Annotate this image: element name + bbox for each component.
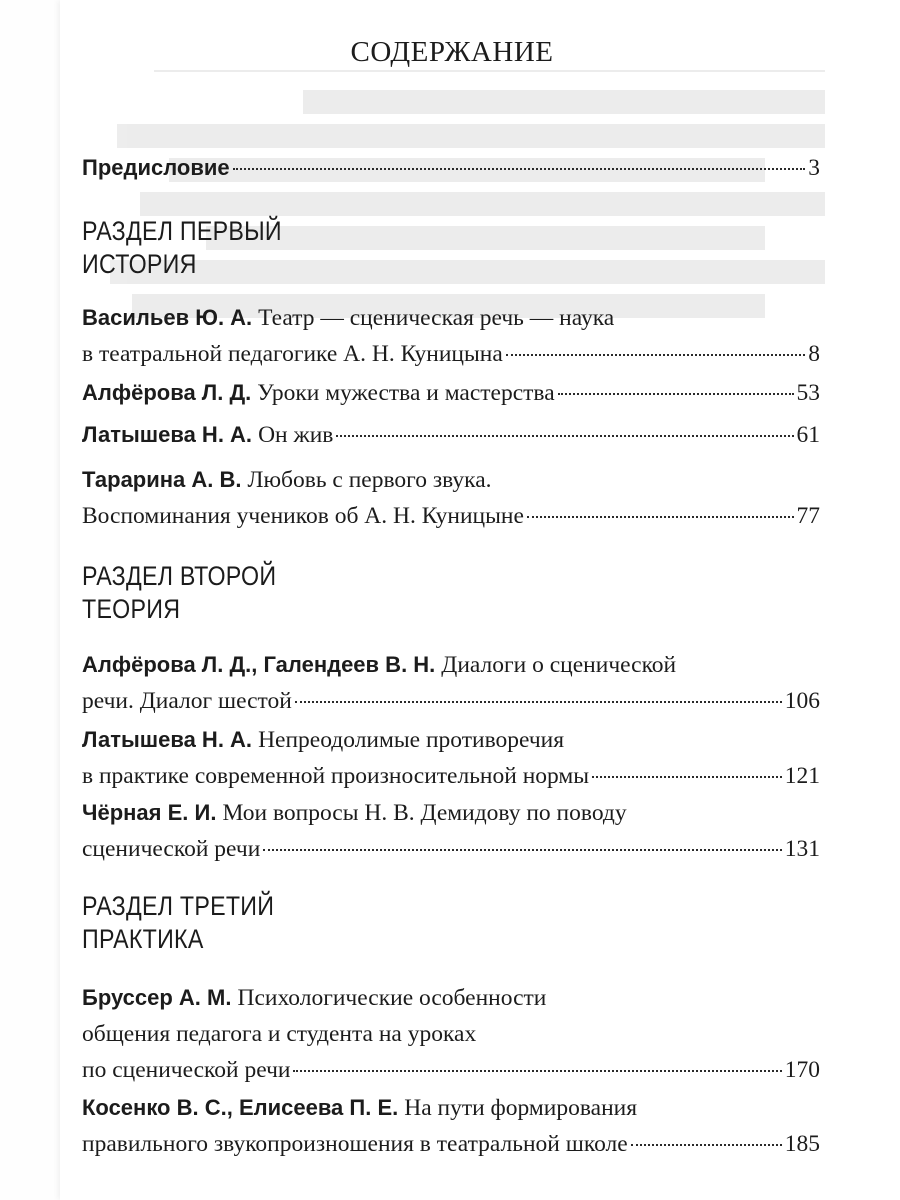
- section-number: РАЗДЕЛ ВТОРОЙ: [82, 561, 277, 591]
- entry-author: Алфёрова Л. Д., Галендеев В. Н.: [82, 652, 436, 677]
- dot-leader: [558, 393, 794, 395]
- entry-title: На пути формирования: [404, 1095, 638, 1121]
- entry-title: Уроки мужества и мастерства: [257, 380, 555, 406]
- section-name: ИСТОРИЯ: [82, 249, 197, 279]
- toc-entry[interactable]: [82, 305, 820, 377]
- page-number: 53: [796, 380, 820, 406]
- section-number: РАЗДЕЛ ТРЕТИЙ: [82, 891, 275, 921]
- entry-title-cont: в практике современной произносительной нормы: [82, 763, 590, 789]
- entry-title-cont: сценической речи: [82, 836, 261, 862]
- section-heading-3: [82, 890, 274, 956]
- entry-title: Предисловие: [82, 155, 230, 180]
- toc-entry[interactable]: [82, 800, 820, 872]
- dot-leader: [295, 701, 782, 703]
- entry-title: Психологические особенности: [237, 985, 547, 1011]
- toc-entry-preface[interactable]: [82, 155, 820, 191]
- entry-author: Бруссер А. М.: [82, 985, 232, 1010]
- page-number: 61: [796, 422, 820, 448]
- page-title: СОДЕРЖАНИЕ: [350, 36, 554, 68]
- entry-title: Непреодолимые противоречия: [258, 727, 565, 753]
- page-number: 77: [796, 503, 820, 529]
- entry-title-cont: общения педагога и студента на уроках: [82, 1021, 477, 1047]
- page-number: 8: [808, 341, 820, 367]
- entry-author: Косенко В. С., Елисеева П. Е.: [82, 1095, 399, 1120]
- toc-entry[interactable]: [82, 467, 820, 539]
- entry-title-cont: в театральной педагогике А. Н. Куницына: [82, 341, 503, 367]
- entry-title-cont: речи. Диалог шестой: [82, 688, 292, 714]
- entry-title-cont: по сценической речи: [82, 1057, 291, 1083]
- dot-leader: [527, 516, 794, 518]
- dot-leader: [592, 776, 782, 778]
- toc-entry[interactable]: [82, 727, 820, 799]
- entry-author: Алфёрова Л. Д.: [82, 380, 252, 405]
- dot-leader: [631, 1144, 782, 1146]
- toc-entry[interactable]: [82, 652, 820, 724]
- page-number: 131: [784, 836, 820, 862]
- entry-title: Он жив: [258, 422, 334, 448]
- entry-author: Латышева Н. А.: [82, 727, 253, 752]
- toc-entry[interactable]: [82, 1095, 820, 1167]
- dot-leader: [506, 354, 805, 356]
- page-number: 170: [784, 1057, 820, 1083]
- entry-author: Васильев Ю. А.: [82, 305, 253, 330]
- entry-title: Театр — сценическая речь — наука: [258, 305, 615, 331]
- section-heading-1: [82, 215, 282, 281]
- page-number: 185: [784, 1131, 820, 1157]
- dot-leader: [293, 1070, 781, 1072]
- page-number: 3: [808, 155, 820, 181]
- entry-author: Латышева Н. А.: [82, 422, 253, 447]
- section-name: ТЕОРИЯ: [82, 594, 181, 624]
- section-heading-2: [82, 560, 276, 626]
- entry-title: Мои вопросы Н. В. Демидову по поводу: [222, 800, 627, 826]
- entry-title-cont: Воспоминания учеников об А. Н. Куницыне: [82, 503, 524, 529]
- entry-title-cont: правильного звукопроизношения в театральной школе: [82, 1131, 628, 1157]
- section-name: ПРАКТИКА: [82, 924, 204, 954]
- dot-leader: [336, 435, 793, 437]
- page-number: 106: [784, 688, 820, 714]
- dot-leader: [233, 168, 806, 170]
- page-number: 121: [784, 763, 820, 789]
- entry-author: Тарарина А. В.: [82, 467, 242, 492]
- entry-author: Чёрная Е. И.: [82, 800, 217, 825]
- toc-entry[interactable]: [82, 985, 820, 1093]
- toc-entry[interactable]: [82, 380, 820, 416]
- toc-entry[interactable]: [82, 422, 820, 458]
- section-number: РАЗДЕЛ ПЕРВЫЙ: [82, 216, 282, 246]
- entry-title: Любовь с первого звука.: [247, 467, 492, 493]
- dot-leader: [263, 849, 781, 851]
- entry-title: Диалоги о сценической: [441, 652, 677, 678]
